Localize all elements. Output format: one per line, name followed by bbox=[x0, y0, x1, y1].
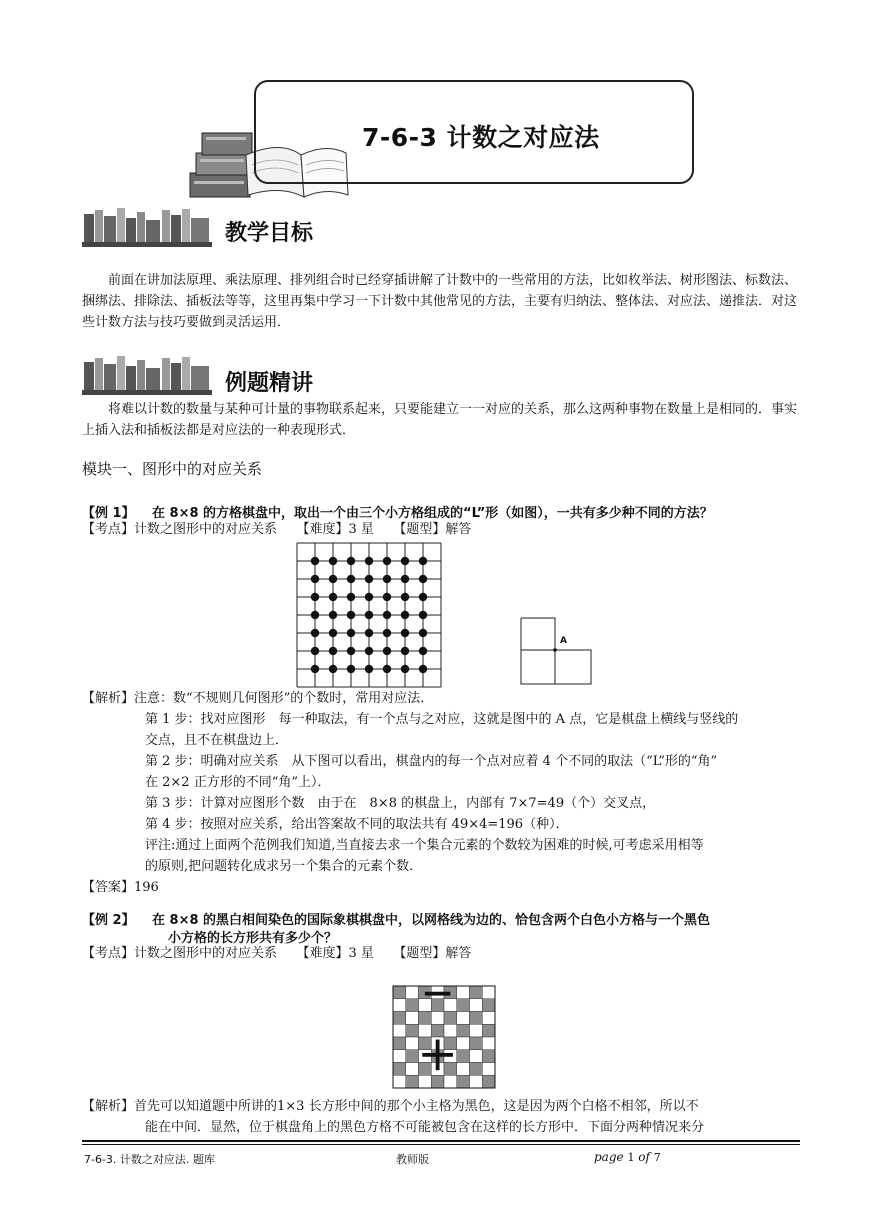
checker-square bbox=[457, 986, 470, 999]
intersection-dot bbox=[365, 629, 373, 637]
intersection-dot bbox=[365, 575, 373, 583]
bookshelf-icon bbox=[82, 354, 212, 396]
intersection-dot bbox=[401, 611, 409, 619]
analysis-line: 评注:通过上面两个范例我们知道,当直接去求一个集合元素的个数较为困难的时候,可考虑采用相等 bbox=[145, 838, 704, 853]
checker-square bbox=[406, 999, 419, 1012]
page-prefix: page bbox=[594, 1150, 624, 1164]
analysis-line: 第 1 步：找对应图形 每一种取法，有一个点与之对应，这就是图中的 A 点，它是棋盘上横线与竖线的 bbox=[145, 712, 739, 727]
intersection-dot bbox=[419, 557, 427, 565]
checker-square bbox=[406, 1075, 419, 1088]
checker-square bbox=[431, 1012, 444, 1025]
example-2-meta: 【考点】计数之图形中的对应关系 【难度】3 星 【题型】解答 bbox=[82, 946, 472, 961]
intersection-dot bbox=[365, 593, 373, 601]
intersection-dot bbox=[365, 647, 373, 655]
page-title: 7-6-3 计数之对应法 bbox=[362, 123, 600, 152]
checker-square bbox=[419, 1024, 432, 1037]
footer-filename: 7-6-3. 计数之对应法. 题库 bbox=[84, 1153, 215, 1166]
intersection-dot bbox=[311, 593, 319, 601]
example-2-analysis: 能在中间．显然，位于棋盘角上的黑色方格不可能被包含在这样的长方形中．下面分两种情况来分 bbox=[145, 1120, 705, 1135]
checker-square bbox=[457, 1037, 470, 1050]
checker-square bbox=[444, 1063, 457, 1076]
checker-square bbox=[393, 1050, 406, 1063]
example-2-question: 在 8×8 的黑白相间染色的国际象棋棋盘中，以网格线为边的、恰包含两个白色小方格与一个黑色 bbox=[152, 913, 711, 928]
checker-square bbox=[393, 1012, 406, 1025]
intersection-dot bbox=[383, 575, 391, 583]
checker-square bbox=[393, 1075, 406, 1088]
checkerboard-figure bbox=[392, 985, 496, 1089]
intersection-dot bbox=[401, 629, 409, 637]
checker-square bbox=[431, 1024, 444, 1037]
checker-square bbox=[470, 1037, 483, 1050]
checker-square bbox=[406, 1012, 419, 1025]
footer-rule bbox=[82, 1140, 800, 1142]
analysis-line: 【解析】注意：数“不规则几何图形”的个数时，常用对应法． bbox=[82, 691, 434, 706]
cross-mark bbox=[425, 992, 451, 996]
intersection-dot bbox=[329, 575, 337, 583]
section-heading-examples: 例题精讲 bbox=[225, 371, 314, 396]
checker-square bbox=[470, 1024, 483, 1037]
intersection-dot bbox=[401, 647, 409, 655]
intersection-dot bbox=[383, 629, 391, 637]
example-2-analysis: 【解析】首先可以知道题中所讲的1×3 长方形中间的那个小主格为黑色，这是因为两个白格不相邻，所以不 bbox=[82, 1099, 699, 1114]
intersection-dot bbox=[419, 593, 427, 601]
footer-rule bbox=[82, 1144, 800, 1145]
l-shape-figure bbox=[519, 616, 595, 686]
checker-square bbox=[457, 1024, 470, 1037]
bookshelf-icon bbox=[82, 206, 212, 248]
example-1-question: 在 8×8 的方格棋盘中，取出一个由三个小方格组成的“L”形（如图），一共有多少种不同的方法？ bbox=[152, 506, 713, 521]
checker-square bbox=[457, 1050, 470, 1063]
point-a-label: A bbox=[560, 636, 567, 646]
intersection-dot bbox=[383, 611, 391, 619]
checker-square bbox=[393, 999, 406, 1012]
intersection-dot bbox=[401, 665, 409, 673]
intersection-dot bbox=[329, 611, 337, 619]
intersection-dot bbox=[311, 611, 319, 619]
checker-square bbox=[470, 1012, 483, 1025]
intersection-dot bbox=[365, 665, 373, 673]
checker-square bbox=[482, 1063, 495, 1076]
intersection-dot bbox=[329, 647, 337, 655]
checker-square bbox=[444, 1012, 457, 1025]
intersection-dot bbox=[329, 557, 337, 565]
example-2-label: 【例 2】 bbox=[82, 913, 135, 928]
examples-paragraph: 将难以计数的数量与某种可计量的事物联系起来，只要能建立一一对应的关系，那么这两种事物在数量上是相同的．事实上插入法和插板法都是对应法的一种表现形式． bbox=[82, 402, 798, 438]
chessboard-grid-with-dots bbox=[294, 540, 444, 690]
intersection-dot bbox=[383, 665, 391, 673]
intersection-dot bbox=[311, 647, 319, 655]
example-1-label: 【例 1】 bbox=[82, 506, 135, 521]
analysis-line: 在 2×2 正方形的不同“角”上）． bbox=[145, 775, 331, 790]
intersection-dot bbox=[347, 593, 355, 601]
checker-square bbox=[470, 1075, 483, 1088]
checker-square bbox=[419, 1012, 432, 1025]
intersection-dot bbox=[311, 575, 319, 583]
checker-square bbox=[393, 1024, 406, 1037]
cross-mark bbox=[422, 1053, 453, 1057]
checker-square bbox=[482, 1024, 495, 1037]
checker-square bbox=[482, 999, 495, 1012]
intersection-dot bbox=[329, 629, 337, 637]
intersection-dot bbox=[401, 593, 409, 601]
analysis-line: 第 4 步：按照对应关系，给出答案故不同的取法共有 49×4=196（种）． bbox=[145, 817, 569, 832]
page-current: 1 bbox=[627, 1151, 635, 1164]
intersection-dot bbox=[419, 647, 427, 655]
page-total: 7 bbox=[653, 1151, 661, 1164]
intersection-dot bbox=[347, 629, 355, 637]
intersection-dot bbox=[329, 593, 337, 601]
intersection-dot bbox=[311, 665, 319, 673]
checker-square bbox=[457, 1075, 470, 1088]
checker-square bbox=[419, 1037, 432, 1050]
checker-square bbox=[419, 999, 432, 1012]
checker-square bbox=[406, 1024, 419, 1037]
checker-square bbox=[444, 999, 457, 1012]
footer-page-number bbox=[594, 1150, 661, 1164]
checker-square bbox=[406, 986, 419, 999]
analysis-line: 的原则,把问题转化成求另一个集合的元素个数． bbox=[145, 859, 423, 874]
intersection-dot bbox=[311, 629, 319, 637]
objectives-paragraph: 前面在讲加法原理、乘法原理、排列组合时已经穿插讲解了计数中的一些常用的方法，比如枚举法、树形图法、标数法、捆绑法、排除法、插板法等等，这里再集中学习一下计数中其他常见的方法，主要有归纳法、整体法、对应法、递推法．对这些计数方法与技巧要做到灵活运用． bbox=[82, 273, 798, 330]
page-of: of bbox=[638, 1150, 650, 1164]
checker-square bbox=[482, 1012, 495, 1025]
checker-square bbox=[393, 986, 406, 999]
intersection-dot bbox=[401, 557, 409, 565]
example-1-meta: 【考点】计数之图形中的对应关系 【难度】3 星 【题型】解答 bbox=[82, 522, 472, 537]
checker-square bbox=[393, 1037, 406, 1050]
footer-edition: 教师版 bbox=[396, 1153, 429, 1166]
analysis-line: 交点，且不在棋盘边上． bbox=[145, 733, 289, 748]
intersection-dot bbox=[419, 611, 427, 619]
checker-square bbox=[406, 1050, 419, 1063]
intersection-dot bbox=[419, 665, 427, 673]
intersection-dot bbox=[365, 611, 373, 619]
module-heading: 模块一、图形中的对应关系 bbox=[82, 460, 263, 478]
checker-square bbox=[470, 986, 483, 999]
checker-square bbox=[431, 999, 444, 1012]
example-1-answer: 【答案】196 bbox=[82, 880, 159, 895]
checker-square bbox=[444, 1024, 457, 1037]
intersection-dot bbox=[383, 647, 391, 655]
checker-square bbox=[457, 1012, 470, 1025]
intersection-dot bbox=[365, 557, 373, 565]
checker-square bbox=[457, 999, 470, 1012]
example-2-question: 小方格的长方形共有多少个？ bbox=[168, 931, 338, 946]
intersection-dot bbox=[383, 593, 391, 601]
intersection-dot bbox=[347, 575, 355, 583]
checker-square bbox=[470, 1050, 483, 1063]
checker-square bbox=[482, 1037, 495, 1050]
checker-square bbox=[470, 1063, 483, 1076]
checker-square bbox=[482, 1075, 495, 1088]
intersection-dot bbox=[419, 575, 427, 583]
checker-square bbox=[419, 1075, 432, 1088]
section-heading-objectives: 教学目标 bbox=[225, 221, 314, 246]
intersection-dot bbox=[347, 647, 355, 655]
intersection-dot bbox=[383, 557, 391, 565]
checker-square bbox=[482, 986, 495, 999]
analysis-line: 第 2 步：明确对应关系 从下图可以看出，棋盘内的每一个点对应着 4 个不同的取法（“L”形的“角” bbox=[145, 754, 718, 769]
intersection-dot bbox=[347, 665, 355, 673]
checker-square bbox=[393, 1063, 406, 1076]
checker-square bbox=[470, 999, 483, 1012]
checker-square bbox=[431, 1075, 444, 1088]
checker-square bbox=[444, 1075, 457, 1088]
checker-square bbox=[406, 1037, 419, 1050]
checker-square bbox=[444, 1037, 457, 1050]
intersection-dot bbox=[347, 611, 355, 619]
checker-square bbox=[419, 1063, 432, 1076]
intersection-dot bbox=[329, 665, 337, 673]
analysis-line: 第 3 步：计算对应图形个数 由于在 8×8 的棋盘上，内部有 7×7=49（个）交叉点， bbox=[145, 796, 656, 811]
intersection-dot bbox=[347, 557, 355, 565]
checker-square bbox=[482, 1050, 495, 1063]
checker-square bbox=[406, 1063, 419, 1076]
checker-square bbox=[457, 1063, 470, 1076]
intersection-dot bbox=[419, 629, 427, 637]
intersection-dot bbox=[401, 575, 409, 583]
intersection-dot bbox=[311, 557, 319, 565]
